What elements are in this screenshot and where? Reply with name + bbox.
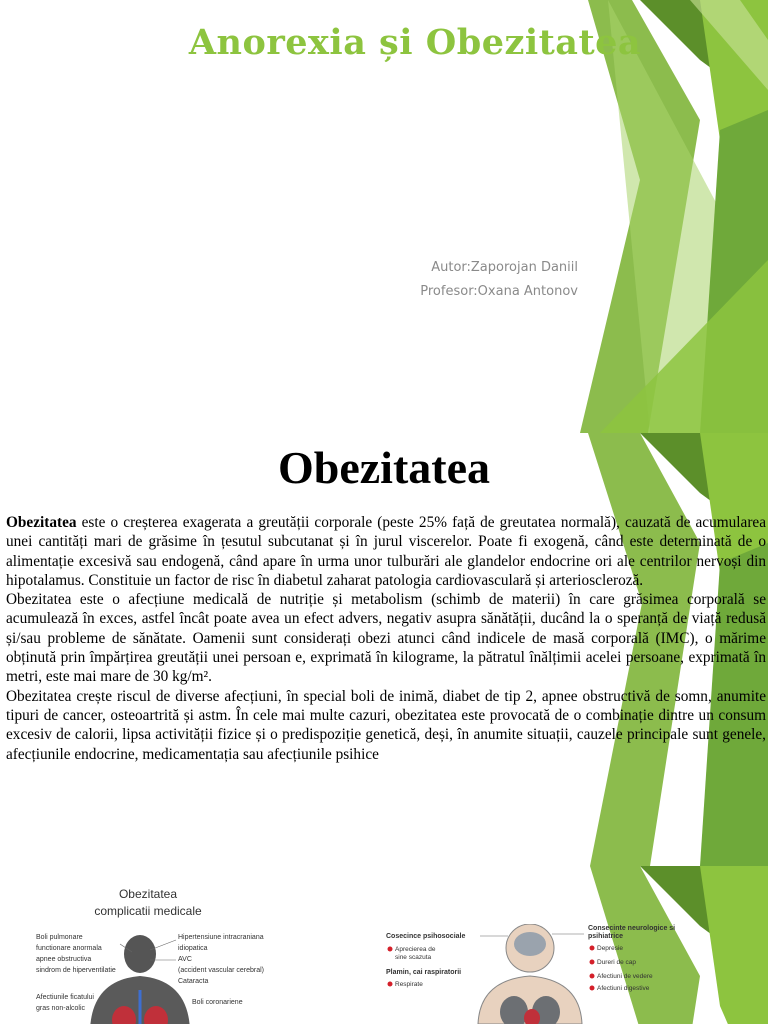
- title-slide: [0, 0, 768, 433]
- author-line: Autor:Zaporojan Daniil: [431, 260, 578, 275]
- paragraph-text: este o creșterea exagerata a greutății corporale (peste 25% față de greutatea normală), cauzată de acumularea unei cantități mari de grăsime în țesutul subcutanat și în jurul viscerelor. Poate fi exogenă, când este determinată de o alimentație excesivă sau endogenă, când apare în urma unor tulburări ale glandelor endocrine ori ale centrilor nervoși din hipotalamus. Constituie un factor de risc în diabetul zaharat patologia cardiovasculară și arterioscleroză.: [6, 514, 766, 589]
- silhouette-head: [124, 935, 156, 973]
- right-label-r4: Afectiuni digestive: [597, 985, 650, 992]
- brain: [514, 932, 546, 956]
- paragraph-medical: Obezitatea este o afecțiune medicală de nutriție și metabolism (schimb de materii) în care grăsimea corporală se acumulează în exces, astfel încât poate avea un efect advers, negativ asupra sănătății, ducând la o speranță de viață redusă și/sau probleme de sănătate. Oamenii sunt considerați obezi atunci când indicele de masă corporală (IMC), o mărime obținută prin împărțirea greutății unei persoan e, exprimată în kilograme, la pătratul înălțimii acelei persoane, exprimată în metri, este mai mare de 30 kg/m².: [6, 591, 766, 686]
- content-slide: [0, 433, 768, 866]
- obesity-text-body: [6, 513, 766, 764]
- right-label-4: (accident vascular cerebral): [178, 967, 264, 974]
- right-label-r3: Afectiuni de vedere: [597, 973, 653, 980]
- paragraph-definition: [6, 513, 766, 590]
- right-label-r1: Depresie: [597, 945, 624, 952]
- green-decoration-shapes: [0, 0, 768, 433]
- right-label-2: idiopatica: [178, 945, 208, 952]
- right-label-5: Cataracta: [178, 978, 209, 985]
- right-label-3: AVC: [178, 956, 192, 963]
- left-label-3: apnee obstructiva: [36, 956, 92, 963]
- complications-diagram-right: [380, 924, 690, 1024]
- bold-term: Obezitatea: [6, 514, 77, 531]
- right-label-l2: sine scazuta: [395, 954, 432, 961]
- right-header-left: Cosecince psihosociale: [386, 933, 466, 940]
- right-header-right: Consecinte neurologice si: [588, 925, 676, 932]
- paragraph-risks: Obezitatea crește riscul de diverse afecțiuni, în special boli de inimă, diabet de tip 2, apnee obstructivă de somn, anumite tipuri de cancer, osteoartrită și astm. În cele mai multe cazuri, obezitatea este provocată de o combinație dintre un consum excesiv de calorii, lipsa activității fizice și o predispoziție genetică, deși, în anumite situații, cauzele principale sunt genele, afecțiunile endocrine, medicamentația sau afecțiunile psihice: [6, 687, 766, 763]
- slide-heading: Obezitatea: [277, 442, 491, 493]
- left-label-5: Afectiunile ficatului: [36, 994, 94, 1001]
- left-label-4: sindrom de hiperventilatie: [36, 967, 116, 974]
- presentation-title: Anorexia și Obezitatea: [188, 22, 642, 63]
- right-label-1: Hipertensiune intracraniana: [178, 934, 264, 941]
- right-header-right-2: psihiatrice: [588, 933, 624, 940]
- right-label-r2: Dureri de cap: [597, 959, 637, 966]
- right-label-l3: Respirate: [395, 981, 423, 988]
- professor-line: Profesor:Oxana Antonov: [420, 284, 578, 299]
- left-label-2: functionare anormala: [36, 945, 102, 952]
- right-label-6: Boli coronariene: [192, 999, 243, 1006]
- left-label-6: gras non-alcolic: [36, 1005, 86, 1012]
- diagram-title-2: complicatii medicale: [94, 904, 202, 918]
- right-label-l1: Aprecierea de: [395, 946, 436, 953]
- left-label-1: Boli pulmonare: [36, 934, 83, 941]
- right-header-left-2: Plamin, cai raspiratorii: [386, 969, 462, 976]
- complications-slide: [0, 866, 768, 1024]
- diagram-title-1: Obezitatea: [118, 887, 178, 901]
- complications-diagram-left: [20, 880, 292, 1024]
